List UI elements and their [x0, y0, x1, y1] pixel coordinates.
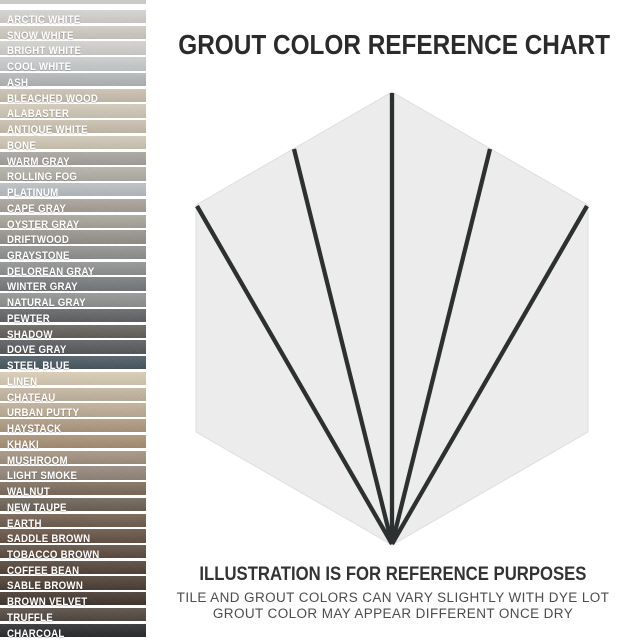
- swatch-label: TRUFFLE: [7, 611, 53, 624]
- swatch-label: HAYSTACK: [7, 423, 62, 436]
- swatch-label: ALABASTER: [7, 108, 70, 121]
- swatch-label: PEWTER: [7, 312, 51, 325]
- swatch-label: WINTER GRAY: [7, 281, 78, 294]
- swatch-label: OYSTER GRAY: [7, 218, 80, 231]
- swatch-label: SADDLE BROWN: [7, 533, 91, 546]
- swatch-label: URBAN PUTTY: [7, 407, 80, 420]
- swatch-label: ROLLING FOG: [7, 171, 78, 184]
- swatch-label: KHAKI: [7, 438, 40, 451]
- swatch-label: DELOREAN GRAY: [7, 265, 95, 278]
- swatch-label: WARM GRAY: [7, 155, 70, 168]
- swatch-label: SNOW WHITE: [7, 29, 74, 42]
- swatch-label: PLATINUM: [7, 187, 59, 200]
- footer-disclaimer: [146, 564, 640, 622]
- swatch-label: GRAYSTONE: [7, 250, 70, 263]
- footer-line-1: TILE AND GROUT COLORS CAN VARY SLIGHTLY WITH DYE LOT: [176, 590, 610, 605]
- swatch-label: ASH: [7, 76, 29, 89]
- swatch-label: CHARCOAL: [7, 627, 65, 640]
- swatch-label: DRIFTWOOD: [7, 234, 70, 247]
- swatch-label: STEEL BLUE: [7, 360, 70, 373]
- swatch-label: TOBACCO BROWN: [7, 548, 100, 561]
- swatch-label: CHATEAU: [7, 391, 56, 404]
- swatch-label: BROWN VELVET: [7, 596, 88, 609]
- swatch-label: SABLE BROWN: [7, 580, 84, 593]
- swatch-label: EARTH: [7, 517, 42, 530]
- swatch-label: NATURAL GRAY: [7, 297, 86, 310]
- swatch-label: MUSHROOM: [7, 454, 68, 467]
- swatch-label: CAPE GRAY: [7, 202, 67, 215]
- swatch-label: BONE: [7, 139, 37, 152]
- swatch-label: BRIGHT WHITE: [7, 45, 82, 58]
- swatch-label: LINEN: [7, 375, 38, 388]
- swatch-label: NEW TAUPE: [7, 501, 67, 514]
- swatch-label: SHADOW: [7, 328, 53, 341]
- swatch-label: LIGHT SMOKE: [7, 470, 78, 483]
- swatch-label: WALNUT: [7, 486, 51, 499]
- swatch-label: COOL WHITE: [7, 61, 72, 74]
- page-title: GROUT COLOR REFERENCE CHART: [178, 29, 610, 60]
- swatch-label: COFFEE BEAN: [7, 564, 80, 577]
- swatch-label: ANTIQUE WHITE: [7, 124, 88, 137]
- footer-heading: ILLUSTRATION IS FOR REFERENCE PURPOSES: [199, 564, 587, 585]
- swatch-label: DOVE GRAY: [7, 344, 67, 357]
- swatch-label: ARCTIC WHITE: [7, 14, 81, 26]
- swatch-label: BLEACHED WOOD: [7, 92, 99, 105]
- footer-line-2: GROUT COLOR MAY APPEAR DIFFERENT ONCE DRY: [212, 606, 574, 621]
